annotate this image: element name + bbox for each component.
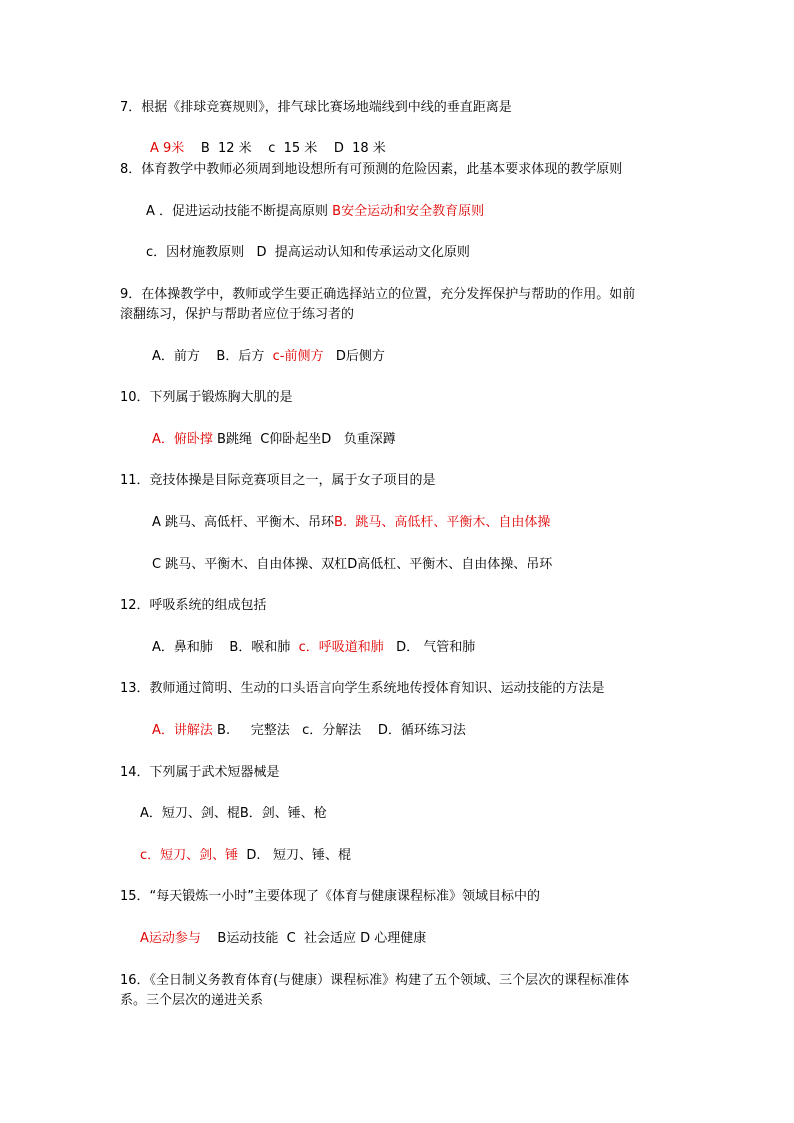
text-segment: 15．“每天锻炼一小时”主要体现了《体育与健康课程标准》领域目标中的 [120, 889, 541, 904]
answer-highlight: B. 跳马、高低杆、平衡木、自由体操 [334, 515, 551, 530]
text-segment: 10．下列属于锻炼胸大肌的是 [120, 390, 293, 405]
text-line [120, 99, 512, 117]
text-line [120, 286, 635, 304]
text-line [120, 680, 605, 698]
text-line [150, 140, 386, 158]
text-line [146, 244, 470, 262]
text-line [152, 431, 396, 449]
text-segment: 13．教师通过简明、生动的口头语言向学生系统地传授体育知识、运动技能的方法是 [120, 681, 605, 696]
text-line [140, 930, 426, 948]
text-segment: 16．《全日制义务教育体育(与健康）课程标准》构建了五个领域、三个层次的课程标准体 [120, 973, 630, 988]
text-segment: A．前方 B．后方 [152, 349, 273, 364]
text-segment: 8．体育教学中教师必须周到地设想所有可预测的危险因素，此基本要求体现的教学原则 [120, 162, 623, 177]
text-line [140, 805, 327, 823]
answer-highlight: A 9米 [150, 141, 185, 156]
answer-highlight: A．讲解法 [152, 723, 213, 738]
text-segment: A．短刀、剑、棍B．剑、锤、枪 [140, 806, 327, 821]
answer-highlight: c．短刀、剑、锤 [140, 848, 239, 863]
text-segment: A．鼻和肺 B．喉和肺 [152, 640, 299, 655]
text-segment: 14．下列属于武术短器械是 [120, 765, 280, 780]
answer-highlight: c．呼吸道和肺 [298, 640, 384, 655]
text-segment: B运动技能 C 社会适应 D 心理健康 [200, 931, 427, 946]
text-line [140, 847, 351, 865]
text-line [152, 639, 475, 657]
text-segment: D． 气管和肺 [383, 640, 476, 655]
text-segment: B 12 米 c 15 米 D 18 米 [184, 141, 386, 156]
text-line [120, 597, 267, 615]
text-line [120, 764, 280, 782]
answer-highlight: A运动参与 [140, 931, 201, 946]
text-line [152, 722, 466, 740]
text-line [120, 306, 354, 324]
text-line [152, 514, 550, 532]
text-line [152, 556, 552, 574]
text-segment: A 跳马、高低杆、平衡木、吊环 [152, 515, 335, 530]
answer-highlight: B安全运动和安全教育原则 [332, 204, 485, 219]
text-segment: 滚翻练习，保护与帮助者应位于练习者的 [120, 307, 355, 322]
text-line [120, 389, 293, 407]
text-segment: B. 完整法 c．分解法 D．循环练习法 [212, 723, 466, 738]
answer-highlight: A．俯卧撑 [152, 432, 213, 447]
text-line [120, 888, 540, 906]
text-line [120, 992, 263, 1010]
text-segment: 7．根据《排球竞赛规则》，排气球比赛场地端线到中线的垂直距离是 [120, 100, 512, 115]
text-segment: A ．促进运动技能不断提高原则 [146, 204, 333, 219]
text-line [120, 161, 622, 179]
text-line [120, 972, 629, 990]
text-segment: C 跳马、平衡木、自由体操、双杠D高低杠、平衡木、自由体操、吊环 [152, 557, 553, 572]
text-segment: 9．在体操教学中，教师或学生要正确选择站立的位置，充分发挥保护与帮助的作用。如前 [120, 287, 636, 302]
text-segment: B跳绳 C仰卧起坐D 负重深蹲 [212, 432, 396, 447]
text-segment: D. 短刀、锤、棍 [238, 848, 351, 863]
answer-highlight: c-前侧方 [272, 349, 324, 364]
text-line [146, 203, 484, 221]
text-segment: 系。三个层次的递进关系 [120, 993, 264, 1008]
text-line [152, 348, 385, 366]
text-segment: D后侧方 [323, 349, 385, 364]
text-line [120, 472, 436, 490]
text-segment: 12．呼吸系统的组成包括 [120, 598, 267, 613]
text-segment: 11．竞技体操是目际竞赛项目之一，属于女子项目的是 [120, 473, 436, 488]
text-segment: c．因材施教原则 D 提高运动认知和传承运动文化原则 [146, 245, 470, 260]
